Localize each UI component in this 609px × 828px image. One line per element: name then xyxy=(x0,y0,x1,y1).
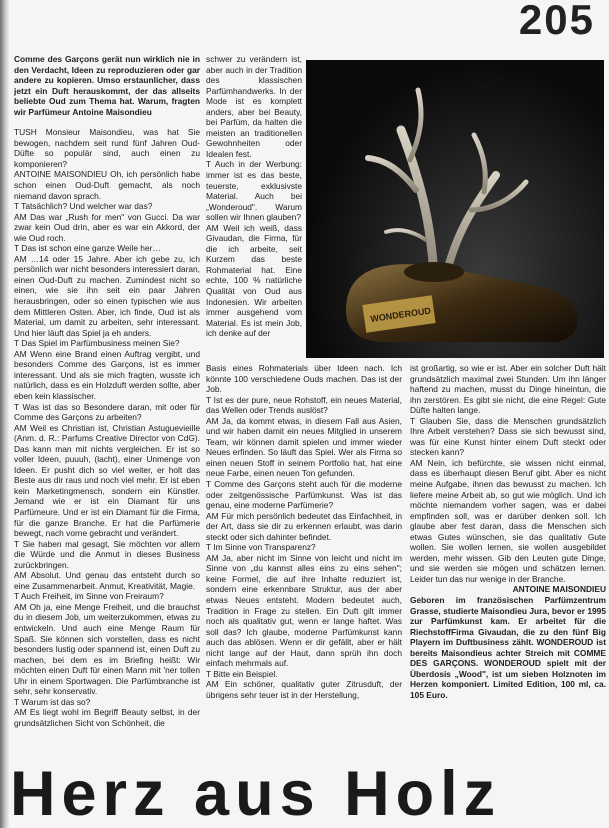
interview-paragraph: Basis eines Rohmaterials über Ideen nach. Ich könnte 100 verschiedene Ouds machen. Das ist der Job. xyxy=(206,363,402,395)
interview-paragraph: T Ist es der pure, neue Rohstoff, ein neues Material, das Wellen oder Trends auslöst? xyxy=(206,394,402,416)
antler-shape xyxy=(368,90,526,275)
interview-paragraph: T Auch Freiheit, im Sinne von Freiraum? xyxy=(14,591,164,602)
interview-paragraph: T Was ist das so Besondere daran, mit oder für Comme des Garçons zu arbeiten? xyxy=(14,401,200,423)
column-2-top xyxy=(206,54,302,339)
interview-paragraph: T Im Sinne von Transparenz? xyxy=(206,542,316,553)
interview-paragraph: AM Das war „Rush for men" von Gucci. Da war zwar kein Oud drin, aber es war ein Akkord, der wie Oud roch. xyxy=(14,211,200,243)
column-1 xyxy=(14,54,200,728)
interview-paragraph: AM Oh ja, eine Menge Freiheit, und die brauchst du in diesem Job, um weiterzukommen, etwas zu entwickeln. Und auch eine Menge Raum für Spaß. Sie können sich vorstellen, dass es nicht besonders lustig oder spannend ist, einen Duft zu machen, bei dem es im Briefing heißt: Wir möchten einen Duft für einen Mann mit 'ner tollen Uhr in einem Sportwagen. Die Parfümbranche ist sehr, sehr konservativ. xyxy=(14,601,200,697)
interview-paragraph: ANTOINE MAISONDIEU Oh, ich persönlich habe schon einen Oud-Duft gemacht, als noch niemand davon sprach. xyxy=(14,169,200,201)
interview-paragraph: AM Weil es Christian ist, Christian Astuguevieille (Anm. d. R.: Parfums Creative Director von CdG). Das kann man mit nichts vergleichen. Er ist so voller Ideen, puuuh, (lacht), einer Unmenge von Ideen. Er pusht dich so viel weiter, er holt das Beste aus dir raus und noch viel mehr. Er ist eben kein Marketingmensch, sondern ein Künstler. Jemand wie er ist ein Diamant für uns Parfümeure. Und er ist ein Diamant für die Firma, für die ganze Branche. Er hat die Parfümerie bewegt, nach vorne gebracht und verändert. xyxy=(14,422,200,539)
perfume-bottle-with-antlers-illustration xyxy=(306,60,604,358)
interview-paragraph: AM Ein schöner, qualitativ guter Zitrusduft, der übrigens sehr teuer ist in der Herstellung, xyxy=(206,679,402,700)
page-gutter-shadow xyxy=(0,0,9,828)
bio-text: Geboren im französischen Parfümzentrum Grasse, studierte Maisondieu Jura, bevor er 1995 zur Parfümkunst kam. Er arbeitet für die RiechstoffFirma Givaudan, die zu den fünf Big Playern im Duftbusiness zählt. WONDEROUD ist bereits Maisondieus achter Streich mit COMME DES GARÇONS. WONDEROUD spielt mit der Überdosis „Wood", ist um sieben Holznoten im Herzen komponiert. Limited Edition, 100 ml, ca. 105 Euro. xyxy=(410,595,606,700)
bio-name: ANTOINE MAISONDIEU xyxy=(512,584,606,595)
interview-paragraph: AM Wenn eine Brand einen Auftrag vergibt, und besonders Comme des Garçons, ist es immer interessant. Und als sie mich fragten, wusste ich natürlich, dass es ein Holzduft werden sollte, aber eben kein klassischer. xyxy=(14,348,200,401)
intro-text: Comme des Garçons gerät nun wirklich nie in den Verdacht, Ideen zu reproduzieren oder gar andere zu kopieren. Umso erstaunlicher, dass jetzt ein Duft herauskommt, der das allseits beliebte Oud zum Thema hat. Warum, fragten wir Parfümeur Antoine Maisondieu xyxy=(14,54,200,117)
headline: Herz aus Holz xyxy=(10,759,502,828)
interview-paragraph: T Glauben Sie, dass die Menschen grundsätzlich Ihre Arbeit verstehen? Dass sie sich bewusst sind, was für eine Kunst hinter einem Duft steckt oder stecken kann? xyxy=(410,415,606,458)
interview-paragraph: AM Nein, ich befürchte, sie wissen nicht einmal, dass es überhaupt diesen Beruf gibt. Aber es nicht meine Aufgabe, ihnen das bewusst zu machen. Ich liefere meine Arbeit ab, so gut wie möglich. Und ich möchte niemandem vorher sagen, was er dabei empfinden soll, was er darüber denken soll. Ich glaube aber fest daran, dass die Menschen sich etwas Gutes wünschen, sie das qualitativ Gute wollen. Sie wollen lernen, sie wollen ausgebildet werden, mehr wissen. Gib den Leuten gute Dinge, und sie werden sie mögen und schätzen lernen. Leider tun das nur wenige in der Branche. xyxy=(410,457,606,584)
interview-paragraph: AM Ja, aber nicht im Sinne von leicht und nicht im Sinne von „du kannst alles eins zu eins sehen"; keine Formel, die auf ihre Inhalte reduziert ist, sondern eine erkennbare Struktur, aus der aber etwas Neues entsteht. Modern bedeutet auch, Tradition in Frage zu stellen. Ein Duft gilt immer noch als qualitativ gut, wenn er lange haftet. Was soll das? Ich glaube, moderne Parfümkunst kann auch das ablösen. Wenn er dir gefällt, aber er hält nicht lange auf der Haut, dann sprüh ihn doch einfach mehrmals auf. xyxy=(206,552,402,669)
interview-paragraph: schwer zu verändern ist, aber auch in der Tradition des klassischen Parfümhandwerks. In der Mode ist es komplett anders, aber bei Beauty, bei Parfüm, da halten die meisten an traditionellen Gewohnheiten oder Idealen fest. T Auch in der Werbung: immer ist es das beste, teuerste, exklusivste Material. Auch bei „Wonderoud". Warum sollen wir Ihnen glauben? AM Weil ich weiß, dass Givaudan, die Firma, für die ich arbeite, seit Kurzem das beste Rohmaterial hat. Eine echte, 100 % natürliche Qualität von Oud aus Indonesien. Wir arbeiten immer ausgehend vom Material. Es ist mein Job, ich denke auf der xyxy=(206,54,302,339)
interview-paragraph: T Sie haben mal gesagt, Sie möchten vor allem die Würde und die Anmut in dieses Business zurückbringen. xyxy=(14,538,200,570)
interview-paragraph: T Das Spiel im Parfümbusiness meinen Sie? xyxy=(14,338,180,349)
interview-paragraph: AM Es liegt wohl im Begriff Beauty selbst, in der grundsätzlichen Sicht von Schönheit, die xyxy=(14,707,200,728)
page-number: 205 xyxy=(518,0,595,43)
interview-paragraph: T Warum ist das so? xyxy=(14,696,91,707)
interview-paragraph: T Das ist schon eine ganze Weile her… xyxy=(14,243,161,254)
interview-paragraph: T Tatsächlich? Und welcher war das? xyxy=(14,201,153,212)
interview-paragraph: AM …14 oder 15 Jahre. Aber ich gebe zu, ich persönlich war nicht besonders interessiert daran, einen Oud-Duft zu machen. Zumindest nicht so einen, wie sie ihn seit ein paar Jahren herausbringen, oder so einen typischen wie aus dem Mittleren Osten. Aber, ich finde, Oud ist als Material, um damit zu arbeiten, sehr interessant. Und hier läuft das Spiel ja eh anders. xyxy=(14,253,200,338)
interview-paragraph: T Bitte ein Beispiel. xyxy=(206,668,278,679)
interview-paragraph: AM Absolut. Und genau das entsteht durch so eine Zusammenarbeit. Anmut, Kreativität, Magie. xyxy=(14,570,200,591)
interview-paragraph: T Comme des Garçons steht auch für die moderne oder zeitgenössische Parfümkunst. Was ist das genau, eine moderne Parfümerie? xyxy=(206,479,402,511)
interview-paragraph: AM Für mich persönlich bedeutet das Einfachheit, in der Art, dass sie dir zu erkennen erlaubt, was darin steckt oder sich dahinter befindet. xyxy=(206,510,402,542)
interview-paragraph: TUSH Monsieur Maisondieu, was hat Sie bewogen, nachdem seit rund fünf Jahren Oud-Düfte so populär sind, auch einen zu komponieren? xyxy=(14,127,200,169)
perfume-photo xyxy=(306,60,604,358)
column-2-bottom xyxy=(206,363,402,701)
interview-paragraph: ist großartig, so wie er ist. Aber ein solcher Duft hält grundsätzlich maximal zwei Stunden. Um ihn länger haftend zu machen, musst du Dinge hineintun, die ihn zerstören. Es gibt sie nicht, die eine Regel: Gute Düfte halten lange. xyxy=(410,363,606,416)
bottle-label: WONDEROUD xyxy=(369,305,432,324)
interview-paragraph: AM Ja, da kommt etwas, in diesem Fall aus Asien, und wir haben damit ein neues Mitglied in unserem Team, wir können damit spielen und immer wieder Neues erfinden. So läuft das Spiel. Wer als Firma so einen neuen Stoff in seinem Portfolio hat, hat eine neue Farbe, einen neuen Ton gefunden. xyxy=(206,415,402,479)
column-3 xyxy=(410,363,606,701)
bottle-shape xyxy=(346,262,578,342)
